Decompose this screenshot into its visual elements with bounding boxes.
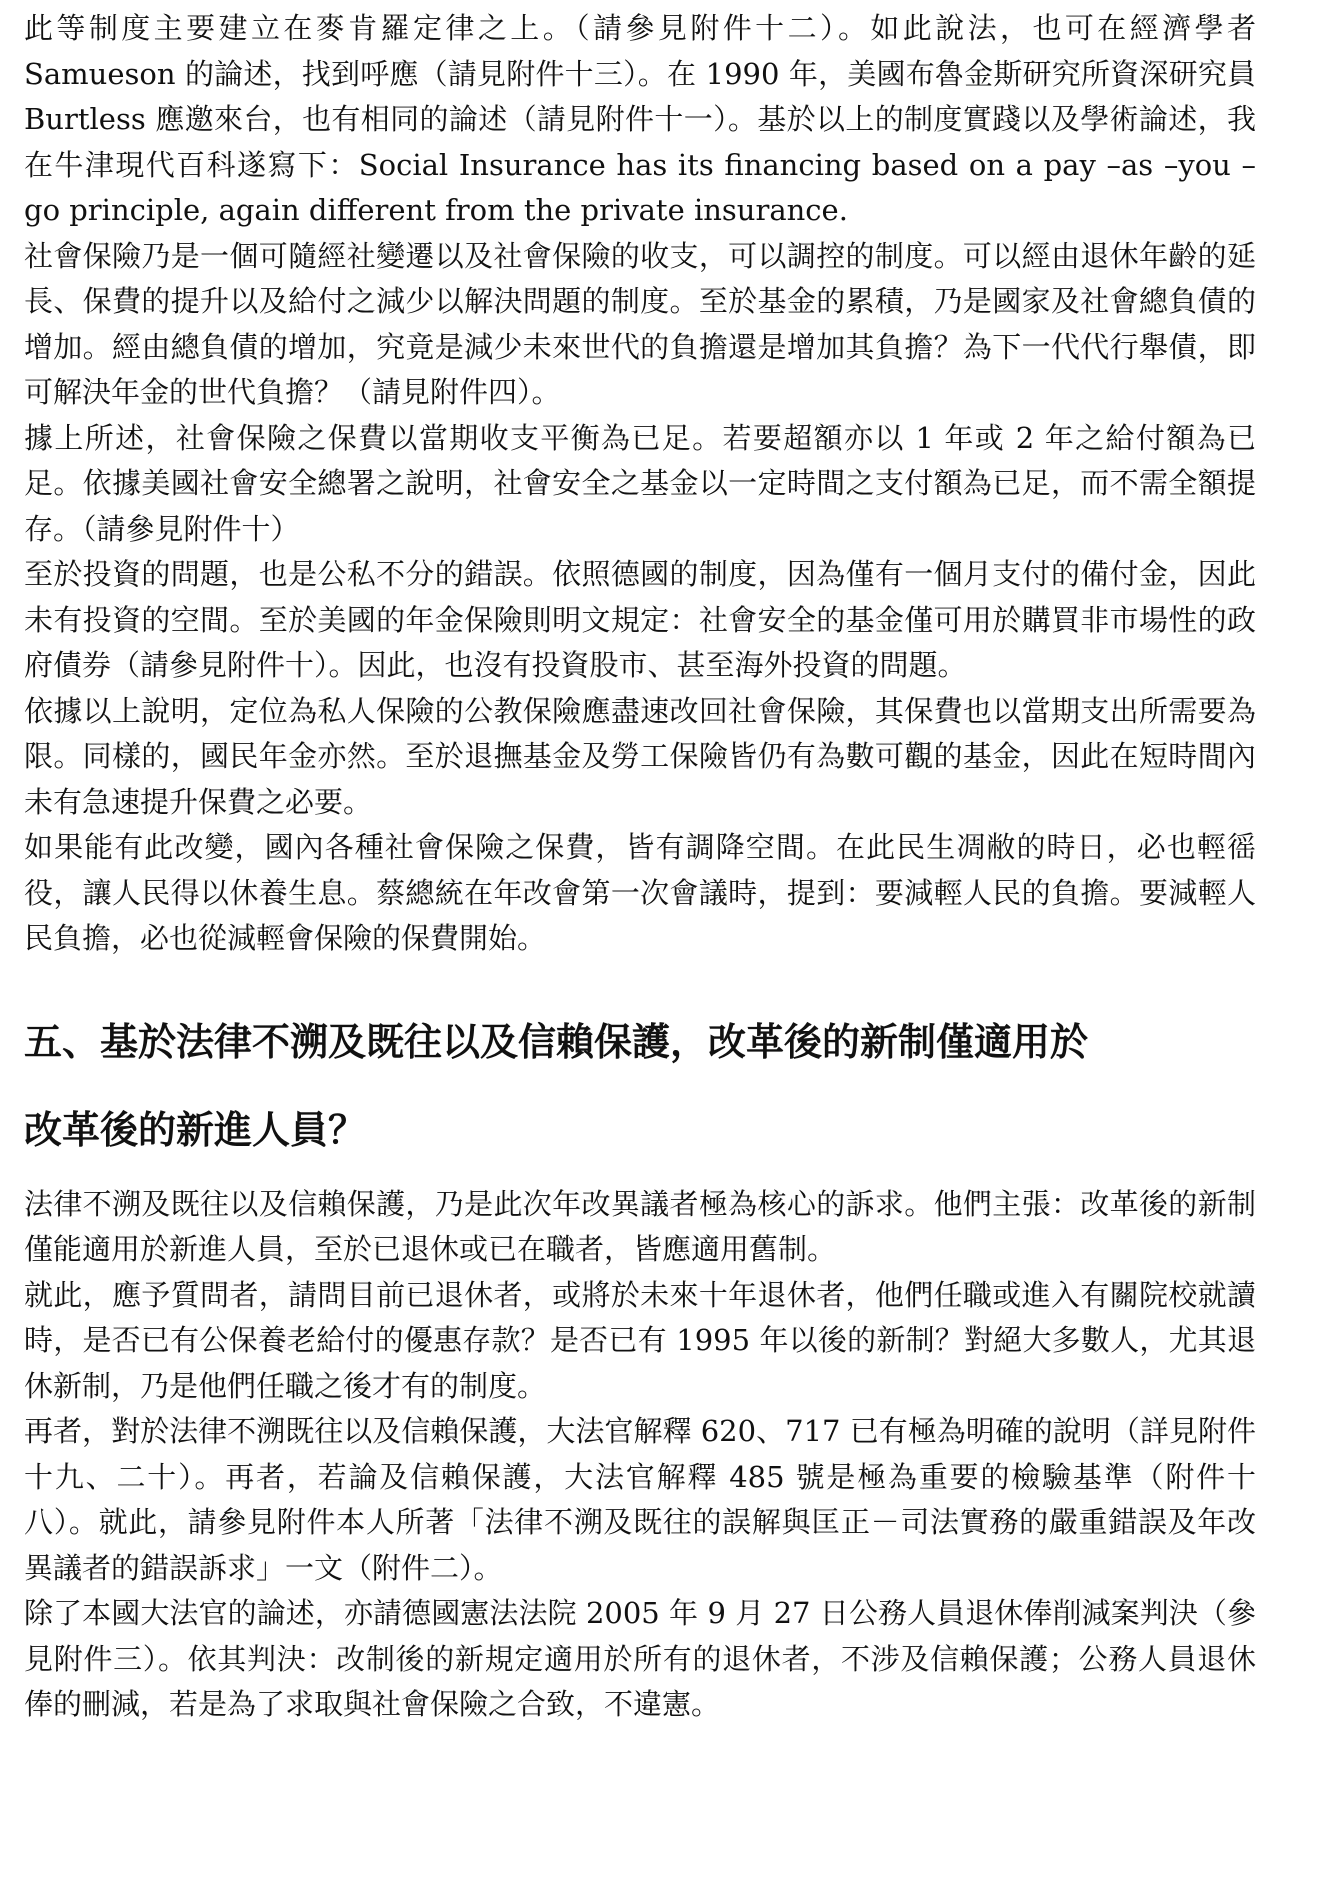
document-page	[24, 6, 1256, 1728]
paragraph: 至於投資的問題，也是公私不分的錯誤。依照德國的制度，因為僅有一個月支付的備付金，因此未有投資的空間。至於美國的年金保險則明文規定：社會安全的基金僅可用於購買非市場性的政府債券（請參見附件十）。因此，也沒有投資股市、甚至海外投資的問題。	[24, 557, 1256, 682]
paragraph: 就此，應予質問者，請問目前已退休者，或將於未來十年退休者，他們任職或進入有關院校就讀時，是否已有公保養老給付的優惠存款？是否已有 1995 年以後的新制？對絕大多數人，尤其退休新制，乃是他們任職之後才有的制度。	[24, 1277, 1256, 1403]
paragraph: 除了本國大法官的論述，亦請德國憲法法院 2005 年 9 月 27 日公務人員退休俸削減案判決（參見附件三）。依其判決：改制後的新規定適用於所有的退休者，不涉及信賴保護；公務人員退休俸的刪減，若是為了求取與社會保險之合致，不違憲。	[24, 1596, 1256, 1721]
paragraph: 社會保險乃是一個可隨經社變遷以及社會保險的收支，可以調控的制度。可以經由退休年齡的延長、保費的提升以及給付之減少以解決問題的制度。至於基金的累積，乃是國家及社會總負債的增加。經由總負債的增加，究竟是減少未來世代的負擔還是增加其負擔？為下一代代行舉債，即可解決年金的世代負擔？（請見附件四）。	[24, 238, 1256, 409]
paragraph: 如果能有此改變，國內各種社會保險之保費，皆有調降空間。在此民生凋敝的時日，必也輕徭役，讓人民得以休養生息。蔡總統在年改會第一次會議時，提到：要減輕人民的負擔。要減輕人民負擔，必也從減輕會保險的保費開始。	[24, 830, 1256, 955]
section-heading-line: 改革後的新進人員？	[24, 1107, 367, 1152]
paragraph: 此等制度主要建立在麥肯羅定律之上。（請參見附件十二）。如此說法，也可在經濟學者 Samueson 的論述，找到呼應（請見附件十三）。在 1990 年，美國布魯金斯研究所資深研究員 Burtless 應邀來台，也有相同的論述（請見附件十一）。基於以上的制度實踐以及學術論述，我在牛津現代百科遂寫下：Social Insurance has its financing based on a pay –as –you –go principle, again different from the private insurance.	[24, 11, 1256, 227]
paragraph: 依據以上說明，定位為私人保險的公教保險應盡速改回社會保險，其保費也以當期支出所需要為限。同樣的，國民年金亦然。至於退撫基金及勞工保險皆仍有為數可觀的基金，因此在短時間內未有急速提升保費之必要。	[24, 693, 1256, 819]
paragraph: 據上所述，社會保險之保費以當期收支平衡為已足。若要超額亦以 1 年或 2 年之給付額為已足。依據美國社會安全總署之說明，社會安全之基金以一定時間之支付額為已足，而不需全額提存。（請參見附件十）	[24, 420, 1256, 546]
section-heading-line: 五、基於法律不溯及既往以及信賴保護，改革後的新制僅適用於	[24, 1019, 1089, 1064]
paragraph: 法律不溯及既往以及信賴保護，乃是此次年改異議者極為核心的訴求。他們主張：改革後的新制僅能適用於新進人員，至於已退休或已在職者，皆應適用舊制。	[24, 1186, 1256, 1266]
paragraph: 再者，對於法律不溯既往以及信賴保護，大法官解釋 620、717 已有極為明確的說明（詳見附件十九、二十）。再者，若論及信賴保護，大法官解釋 485 號是極為重要的檢驗基準（附件十八）。就此，請參見附件本人所著「法律不溯及既往的誤解與匡正－司法實務的嚴重錯誤及年改異議者的錯誤訴求」一文（附件二）。	[24, 1414, 1256, 1585]
